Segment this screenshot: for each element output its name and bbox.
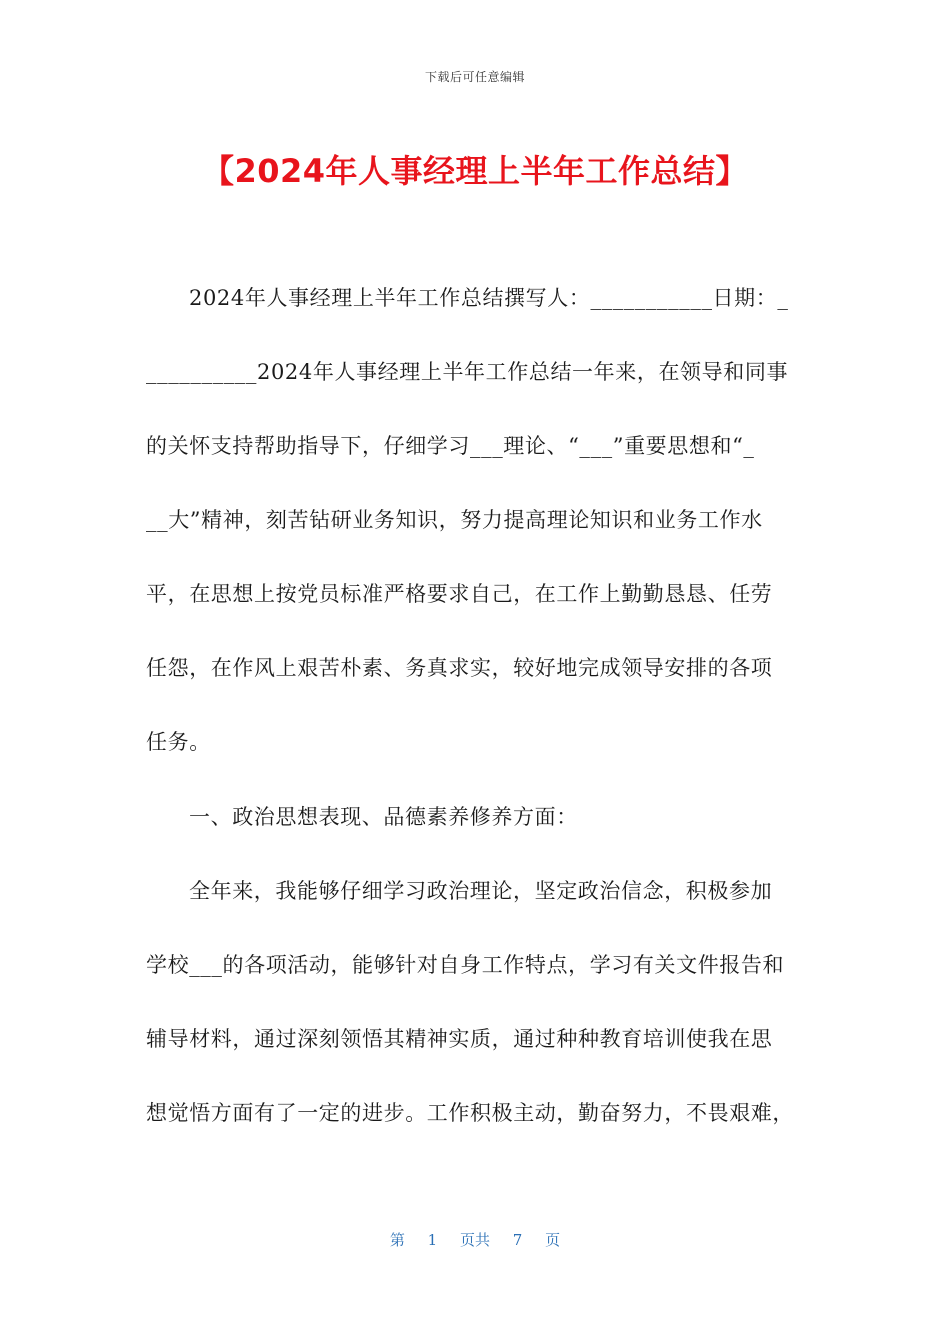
section-heading: 一、政治思想表现、品德素养修养方面： <box>189 805 578 829</box>
text-line: __大”精神，刻苦钻研业务知识，努力提高理论知识和业务工作水 <box>146 508 763 532</box>
page-label-suffix: 页 <box>545 1231 561 1249</box>
page-label-mid: 页共 <box>459 1231 490 1249</box>
text-line: 2024年人事经理上半年工作总结撰写人：___________日期：_ <box>189 286 789 310</box>
text-line: 学校___的各项活动，能够针对自身工作特点，学习有关文件报告和 <box>146 953 785 977</box>
text-line: 的关怀支持帮助指导下，仔细学习___理论、“___”重要思想和“_ <box>146 434 755 458</box>
text-line: 任务。 <box>146 730 211 754</box>
header-note: 下载后可任意编辑 <box>424 70 525 84</box>
paragraph-intro <box>146 283 808 801</box>
text-line: 辅导材料，通过深刻领悟其精神实质，通过种种教育培训使我在思 <box>146 1027 773 1051</box>
section-political <box>146 802 808 1172</box>
total-pages-number: 7 <box>512 1231 523 1249</box>
page-footer <box>0 1229 950 1250</box>
text-line: __________2024年人事经理上半年工作总结一年来，在领导和同事 <box>146 360 789 384</box>
text-line: 任怨，在作风上艰苦朴素、务真求实，较好地完成领导安排的各项 <box>146 656 773 680</box>
text-line: 平，在思想上按党员标准严格要求自己，在工作上勤勤恳恳、任劳 <box>146 582 773 606</box>
text-line: 想觉悟方面有了一定的进步。工作积极主动，勤奋努力，不畏艰难， <box>146 1101 794 1125</box>
current-page-number: 1 <box>427 1231 438 1249</box>
document-title: 【2024年人事经理上半年工作总结】 <box>201 152 749 190</box>
text-line: 全年来，我能够仔细学习政治理论，坚定政治信念，积极参加 <box>189 879 773 903</box>
page-label-prefix: 第 <box>389 1231 405 1249</box>
